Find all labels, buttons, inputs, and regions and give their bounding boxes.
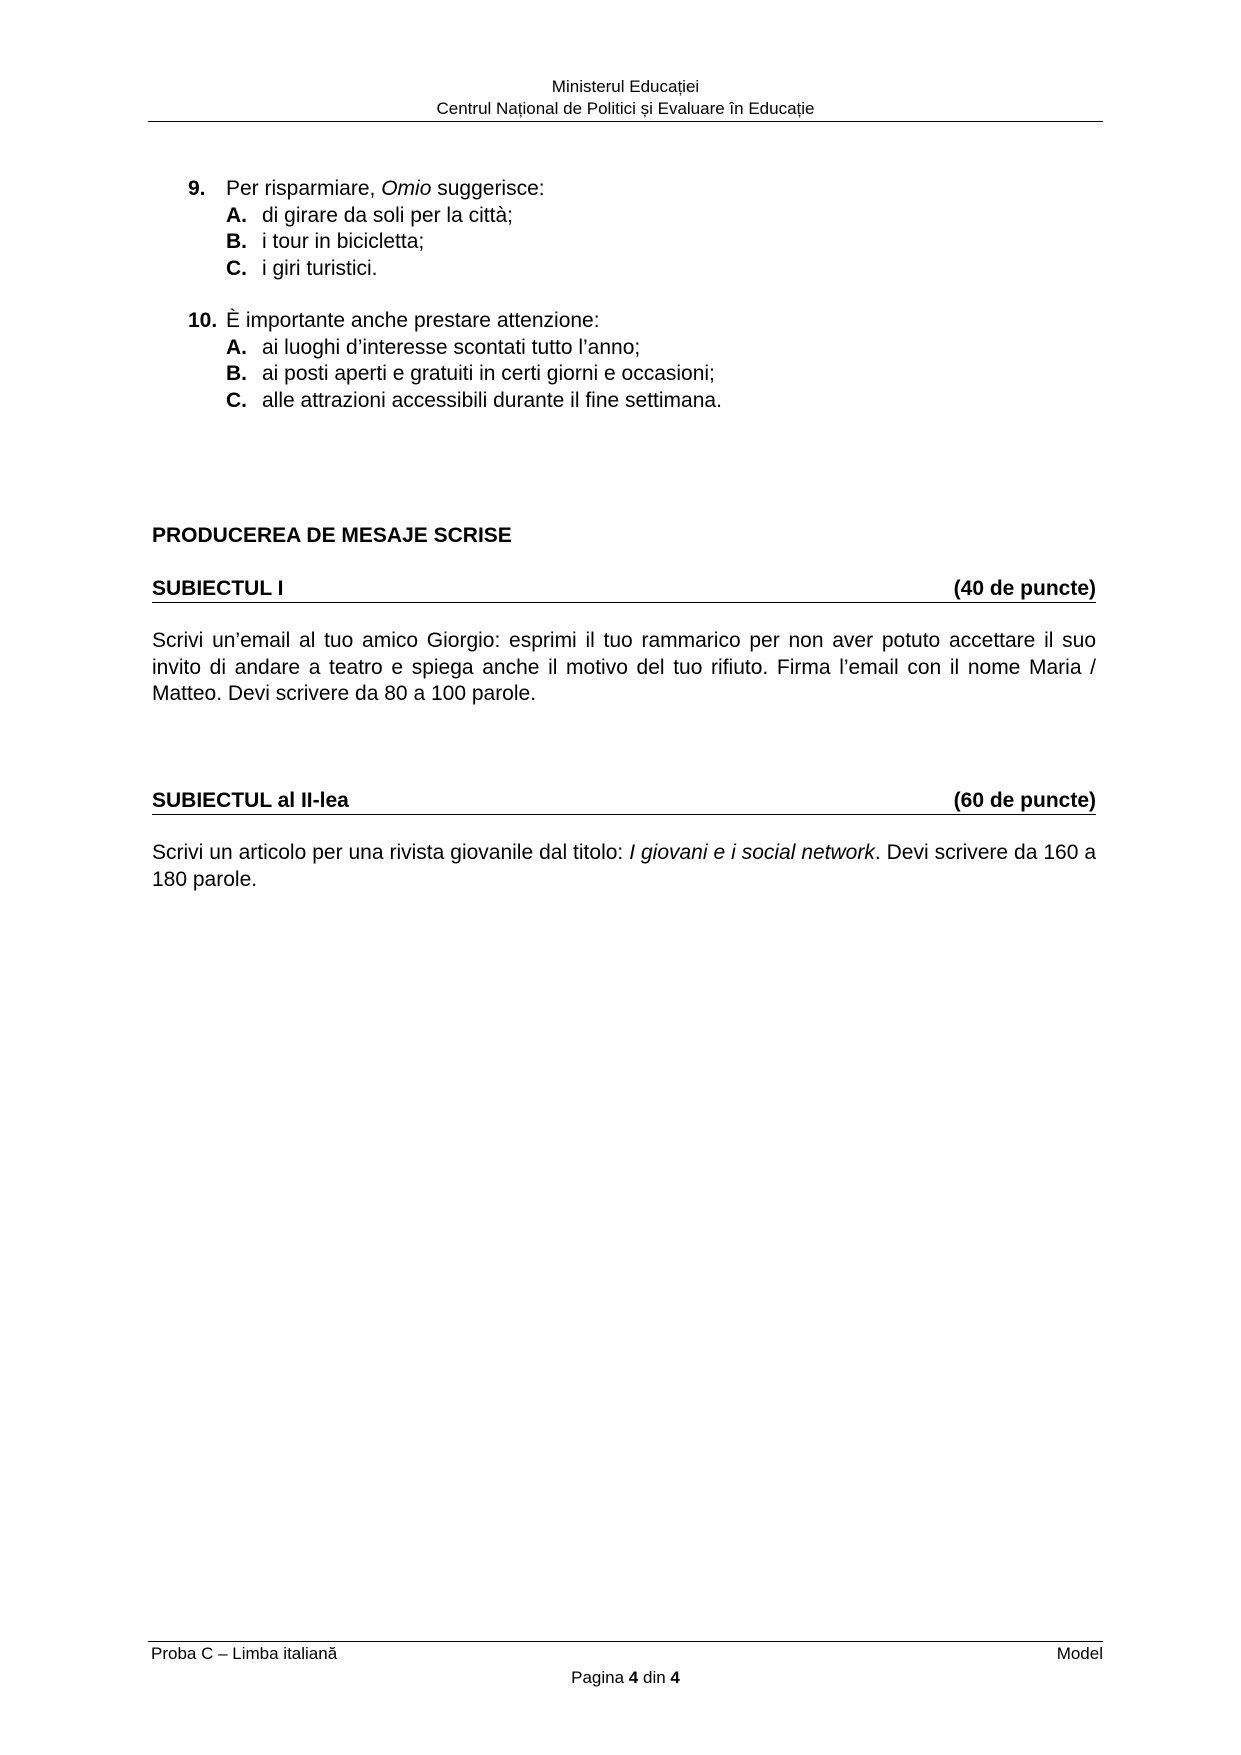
option-letter: C. bbox=[226, 256, 247, 280]
option-b bbox=[188, 229, 545, 256]
option-a bbox=[188, 203, 545, 230]
current-page: 4 bbox=[628, 1668, 639, 1687]
question-number: 10. bbox=[188, 309, 218, 332]
option-text: i tour in bicicletta; bbox=[262, 230, 425, 253]
subject-points: (40 de puncte) bbox=[953, 577, 1096, 600]
subject-2-text: Scrivi un articolo per una rivista giovanile dal titolo: I giovani e i social network. Devi scrivere da 160 a 180 parole. bbox=[152, 841, 1096, 891]
section-title: PRODUCEREA DE MESAJE SCRISE bbox=[152, 524, 512, 547]
option-b bbox=[188, 361, 722, 388]
header-divider bbox=[148, 121, 1103, 122]
option-text: i giri turistici. bbox=[262, 256, 378, 280]
option-letter: A. bbox=[226, 203, 247, 227]
option-text: ai posti aperti e gratuiti in certi giorni e occasioni; bbox=[262, 362, 715, 385]
option-letter: B. bbox=[226, 362, 247, 385]
subject-title: SUBIECTUL al II-lea bbox=[152, 789, 349, 812]
option-c bbox=[188, 256, 545, 283]
header-ministry: Ministerul Educației bbox=[551, 77, 700, 96]
subject-title: SUBIECTUL I bbox=[152, 577, 284, 600]
subject-1-heading bbox=[152, 576, 1096, 603]
footer-model-label: Model bbox=[1056, 1644, 1103, 1663]
question-number: 9. bbox=[188, 177, 206, 200]
option-text: di girare da soli per la città; bbox=[262, 203, 513, 227]
option-a bbox=[188, 335, 722, 362]
option-letter: A. bbox=[226, 335, 247, 359]
footer-divider bbox=[148, 1641, 1103, 1642]
option-c bbox=[188, 388, 722, 415]
footer-exam-name: Proba C – Limba italiană bbox=[151, 1644, 338, 1663]
option-text: alle attrazioni accessibili durante il fine settimana. bbox=[262, 388, 722, 412]
header-center: Centrul Național de Politici și Evaluare în Educație bbox=[436, 99, 815, 118]
subject-1-text: Scrivi un’email al tuo amico Giorgio: esprimi il tuo rammarico per non aver potuto accettare il suo invito di andare a teatro e spiega anche il motivo del tuo rifiuto. Firma l’email con il nome Maria / Matteo. Devi scrivere da 80 a 100 parole. bbox=[152, 629, 1096, 705]
subject-points: (60 de puncte) bbox=[953, 789, 1096, 812]
question-9 bbox=[188, 176, 545, 282]
option-letter: B. bbox=[226, 230, 247, 253]
question-text: È importante anche prestare attenzione: bbox=[226, 309, 600, 332]
question-text: Per risparmiare, Omio suggerisce: bbox=[226, 177, 545, 200]
subject-2-heading bbox=[152, 788, 1096, 815]
total-pages: 4 bbox=[670, 1668, 680, 1687]
question-italic-text: Omio bbox=[381, 177, 432, 200]
page-header bbox=[148, 76, 1103, 120]
option-text: ai luoghi d’interesse scontati tutto l’anno; bbox=[262, 335, 641, 359]
question-10 bbox=[188, 308, 722, 414]
option-letter: C. bbox=[226, 388, 247, 412]
page-number: Pagina 4 din 4 bbox=[571, 1668, 680, 1687]
article-title: I giovani e i social network bbox=[629, 841, 875, 864]
